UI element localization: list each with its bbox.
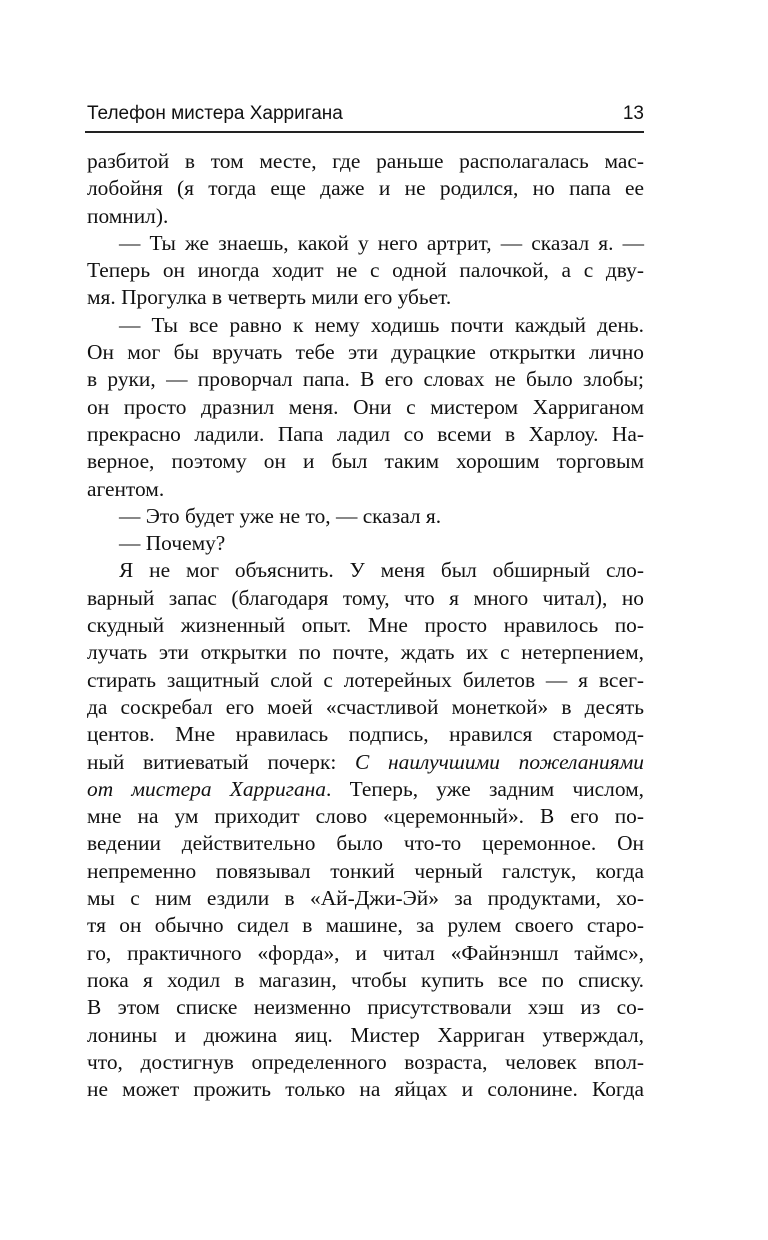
text-line: помнил). [87, 203, 169, 228]
text-line: лучать эти открытки по почте, ждать их с нетерпением, [87, 640, 644, 665]
text-line: пока я ходил в магазин, чтобы купить все по списку. [87, 967, 644, 992]
text-line: не может прожить только на яйцах и солонине. Когда [87, 1077, 644, 1102]
text-line: скудный жизненный опыт. Мне просто нравилось по- [87, 613, 644, 638]
text-line: прекрасно ладили. Папа ладил со всеми в Харлоу. На- [87, 421, 644, 446]
text-line: — Ты же знаешь, какой у него артрит, — сказал я. — [119, 230, 644, 255]
running-title: Телефон мистера Харригана [87, 103, 343, 124]
text-line: тя он обычно сидел в машине, за рулем своего старо- [87, 913, 644, 938]
text-line: что, достигнув определенного возраста, человек впол- [87, 1049, 644, 1074]
text-line: Он мог бы вручать тебе эти дурацкие открытки лично [87, 340, 644, 365]
text-line: стирать защитный слой с лотерейных билетов — я всег- [87, 667, 644, 692]
text-line: он просто дразнил меня. Они с мистером Харриганом [87, 394, 644, 419]
running-header [85, 101, 644, 133]
text-line: — Ты все равно к нему ходишь почти каждый день. [119, 312, 644, 337]
text-line: непременно повязывал тонкий черный галстук, когда [87, 858, 644, 883]
text-line: лонины и дюжина яиц. Мистер Харриган утверждал, [87, 1022, 644, 1047]
text-line: в руки, — проворчал папа. В его словах не было злобы; [87, 367, 644, 392]
text-line: от мистера Харригана. Теперь, уже задним числом, [87, 776, 644, 801]
text-line: мне на ум приходит слово «церемонный». В его по- [87, 804, 644, 829]
text-line: варный запас (благодаря тому, что я много читал), но [87, 585, 644, 610]
page-number: 13 [622, 103, 644, 124]
text-line: центов. Мне нравилась подпись, нравился старомод- [87, 722, 644, 747]
text-line: разбитой в том месте, где раньше располагалась мас- [87, 149, 644, 173]
text-line: агентом. [87, 476, 165, 501]
text-line: ведении действительно было что-то церемонное. Он [87, 831, 644, 856]
body-text [87, 148, 644, 1103]
text-line: да соскребал его моей «счастливой монеткой» в десять [87, 694, 644, 719]
text-line: — Почему? [119, 531, 226, 556]
text-line: Я не мог объяснить. У меня был обширный сло- [119, 558, 644, 583]
text-line: го, практичного «форда», и читал «Файнэншл таймс», [87, 940, 644, 965]
text-line: Теперь он иногда ходит не с одной палочкой, а с дву- [87, 258, 644, 283]
text-line: верное, поэтому он и был таким хорошим торговым [87, 449, 644, 474]
text-line: В этом списке неизменно присутствовали хэш из со- [87, 995, 644, 1020]
text-line: ный витиеватый почерк: С наилучшими пожеланиями [87, 749, 644, 774]
text-line: мя. Прогулка в четверть мили его убьет. [87, 285, 452, 310]
text-line: мы с ним ездили в «Ай-Джи-Эй» за продуктами, хо- [87, 886, 644, 911]
text-line: — Это будет уже не то, — сказал я. [119, 503, 442, 528]
text-line: лобойня (я тогда еще даже и не родился, но папа ее [87, 176, 644, 201]
